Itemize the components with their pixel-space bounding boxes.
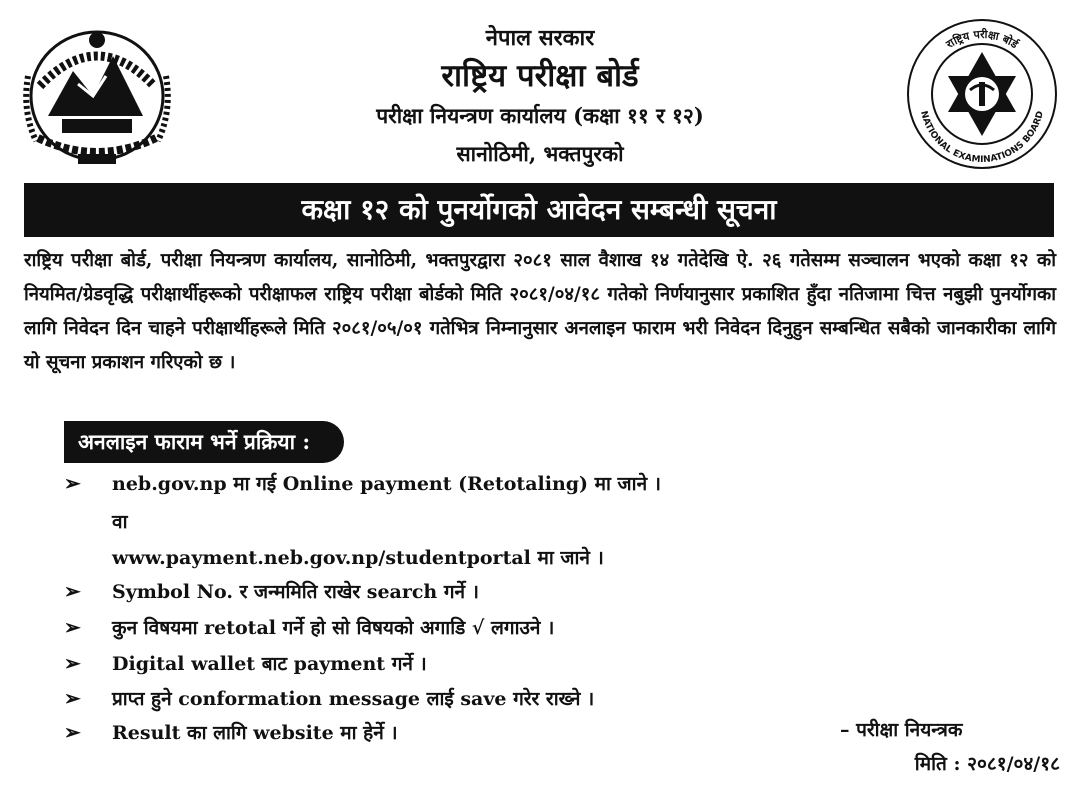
step-text: Digital wallet बाट payment गर्ने ।	[112, 653, 427, 675]
step-text: Result का लागि website मा हेर्ने ।	[112, 722, 398, 744]
step-text: कुन विषयमा retotal गर्ने हो सो विषयको अगाडि √ लगाउने ।	[112, 617, 555, 639]
arrow-bullet-icon: ➢	[64, 651, 81, 675]
office-location: सानोठिमी, भक्तपुरको	[456, 141, 624, 166]
step-text: neb.gov.np मा गई Online payment (Retotaling) मा जाने ।	[112, 473, 661, 495]
svg-text:राष्ट्रिय परीक्षा बोर्ड	[943, 27, 1022, 52]
seal-top-text: राष्ट्रिय परीक्षा बोर्ड	[943, 27, 1021, 52]
procedure-heading: अनलाइन फाराम भर्ने प्रक्रिया :	[64, 421, 344, 463]
arrow-bullet-icon: ➢	[64, 615, 81, 639]
neb-seal-icon	[902, 14, 1062, 174]
notice-header	[0, 0, 1080, 178]
step-text: Symbol No. र जन्ममिति राखेर search गर्ने ।	[112, 581, 479, 603]
office-name: परीक्षा नियन्त्रण कार्यालय (कक्षा ११ र १२)	[376, 103, 704, 128]
board-name: राष्ट्रिय परीक्षा बोर्ड	[441, 58, 639, 94]
intro-paragraph: राष्ट्रिय परीक्षा बोर्ड, परीक्षा नियन्त्रण कार्यालय, सानोठिमी, भक्तपुरद्वारा २०८१ साल वैशाख १४ गतेदेखि ऐ. २६ गतेसम्म सञ्चालन भएको कक्षा १२ को नियमित/ग्रेडवृद्धि परीक्षार्थीहरूको परीक्षाफल राष्ट्रिय परीक्षा बोर्डको मिति २०८१/०४/१८ गतेको निर्णयानुसार प्रकाशित हुँदा नतिजामा चित्त नबुझी पुनर्योगका लागि निवेदन दिन चाहने परीक्षार्थीहरूले मिति २०८१/०५/०१ गतेभित्र निम्नानुसार अनलाइन फाराम भरी निवेदन दिनुहुन सम्बन्धित सबैको जानकारीका लागि यो सूचना प्रकाशन गरिएको छ ।	[24, 250, 1056, 373]
arrow-bullet-icon: ➢	[64, 471, 81, 495]
notice-date: मिति : २०८१/०४/१८	[914, 753, 1060, 775]
notice-title: कक्षा १२ को पुनर्योगको आवेदन सम्बन्धी सूचना	[24, 183, 1054, 237]
arrow-bullet-icon: ➢	[64, 720, 81, 744]
arrow-bullet-icon: ➢	[64, 686, 81, 710]
seal-bottom-text: NATIONAL EXAMINATIONS BOARD	[918, 110, 1046, 166]
arrow-bullet-icon: ➢	[64, 579, 81, 603]
government-name: नेपाल सरकार	[485, 25, 595, 51]
step-text: प्राप्त हुने conformation message लाई save गरेर राख्ने ।	[112, 688, 595, 710]
signature: – परीक्षा नियन्त्रक	[840, 719, 963, 741]
